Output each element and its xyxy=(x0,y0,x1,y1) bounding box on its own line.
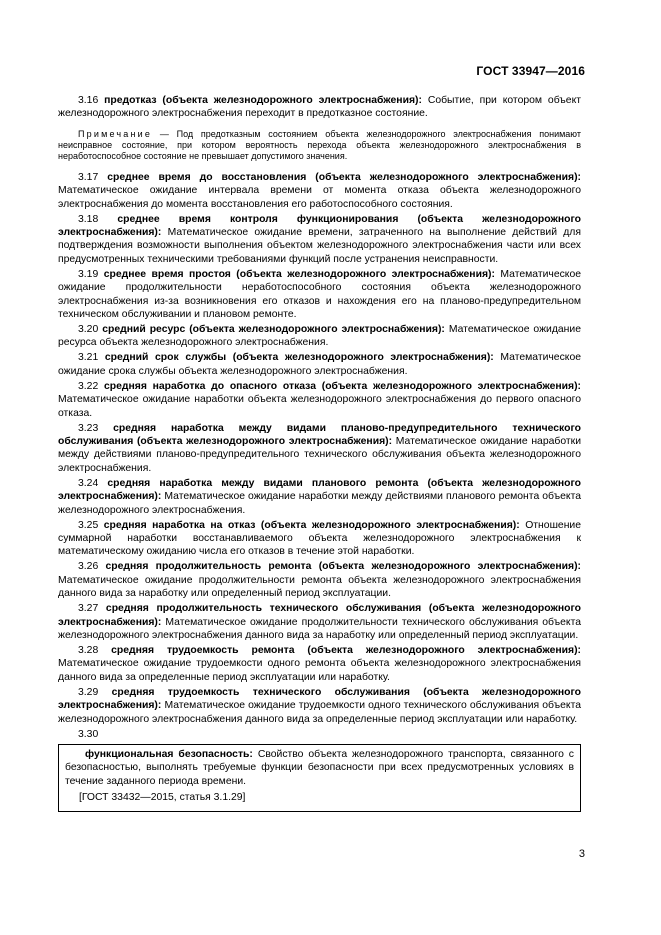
term-3-18 xyxy=(58,213,581,267)
term-number: 3.27 xyxy=(78,603,99,615)
term-title: среднее время до восстановления (объекта железнодорожного электроснабжения): xyxy=(107,171,581,183)
term-3-21 xyxy=(58,351,581,378)
term-definition: Событие, при котором объект железнодорожного электроснабжения переходит в предотказное состояние. xyxy=(58,95,581,120)
term-number: 3.28 xyxy=(78,645,99,657)
term-definition: Математическое ожидание интервала времени от момента отказа объекта железнодорожного электроснабжения до момента восстановления его работоспособного состояния. xyxy=(58,185,581,210)
term-title: средний ресурс (объекта железнодорожного электроснабжения): xyxy=(102,323,445,335)
term-title: функциональная безопасность: xyxy=(85,749,253,761)
term-title: предотказ (объекта железнодорожного электроснабжения): xyxy=(104,95,422,106)
term-number: 3.19 xyxy=(78,268,99,280)
term-title: средняя трудоемкость технического обслуживания (объекта железнодорожного электроснабжения): xyxy=(58,686,581,712)
term-definition: Отношение суммарной наработки восстанавливаемого объекта железнодорожного электроснабжения к математическому ожиданию числа его отказов в течение этой наработки. xyxy=(58,519,582,558)
term-number: 3.17 xyxy=(78,171,99,183)
term-3-27 xyxy=(58,602,581,642)
term-definition: Математическое ожидание наработки между действиями планово-предупредительного технического обслуживания объекта железнодорожного электроснабжения. xyxy=(58,435,582,474)
note-3-16 xyxy=(58,129,581,163)
term-number: 3.21 xyxy=(78,352,99,364)
term-definition: Свойство объекта железнодорожного транспорта, связанного с безопасностью, выполнять требуемые функции безопасности при всех предусмотренных условиях в течение заданного периода времени. xyxy=(65,749,574,787)
term-title: среднее время простоя (объекта железнодорожного электроснабжения): xyxy=(103,268,495,280)
term-number: 3.25 xyxy=(78,519,99,531)
term-definition: Математическое ожидание наработки объекта железнодорожного электроснабжения до первого опасного отказа. xyxy=(58,394,581,419)
term-definition: Математическое ожидание времени, затраченного на выполнение действий для подтверждения возможности выполнения объектом железнодорожного электроснабжения части или всех предусмотренных техническими требованиями функций после устранения неисправности. xyxy=(58,226,581,265)
term-3-16 xyxy=(58,94,581,121)
term-number: 3.24 xyxy=(78,477,99,489)
term-3-24 xyxy=(58,477,581,517)
term-3-17 xyxy=(58,171,581,211)
term-number: 3.23 xyxy=(78,422,99,434)
term-definition: Математическое ожидание срока службы объекта железнодорожного электроснабжения. xyxy=(58,352,581,377)
note-text: Под предотказным состоянием объекта железнодорожного электроснабжения понимают неисправное состояние, при котором вероятность перехода объекта железнодорожного электроснабжения в неработоспособное состояние не превышает допустимого значения. xyxy=(58,128,581,162)
term-3-19 xyxy=(58,268,581,322)
term-3-28 xyxy=(58,644,581,684)
term-3-25 xyxy=(58,519,581,559)
term-definition: Математическое ожидание продолжительности технического обслуживания объекта железнодорожного электроснабжения данного вида за наработку или определенный период эксплуатации. xyxy=(58,616,582,642)
document-header: ГОСТ 33947—2016 xyxy=(476,64,585,78)
term-3-20 xyxy=(58,323,581,350)
term-number: 3.18 xyxy=(78,213,99,225)
page-number: 3 xyxy=(578,848,585,860)
note-dash: — xyxy=(159,128,169,139)
note-label: Примечание xyxy=(78,128,153,139)
term-source-reference: [ГОСТ 33432—2015, статья 3.1.29] xyxy=(79,792,246,804)
term-3-30-box xyxy=(58,744,581,812)
term-3-29 xyxy=(58,686,581,726)
term-title: среднее время контроля функционирования (объекта железнодорожного электроснабжения): xyxy=(58,213,581,238)
term-title: средняя наработка между видами планового ремонта (объекта железнодорожного электроснабжения): xyxy=(58,477,581,503)
term-definition: Математическое ожидание трудоемкости одного ремонта объекта железнодорожного электроснабжения данного вида за определенные период эксплуатации или наработку. xyxy=(58,658,581,683)
term-title: средняя наработка на отказ (объекта железнодорожного электроснабжения): xyxy=(103,519,520,531)
term-3-30-number: 3.30 xyxy=(78,728,99,740)
term-number: 3.20 xyxy=(78,323,99,335)
term-title: средняя наработка до опасного отказа (объекта железнодорожного электроснабжения): xyxy=(103,380,581,392)
term-definition: Математическое ожидание продолжительности неработоспособного состояния объекта железнодорожного электроснабжения из-за возникновения его отказов и нахождения его на планово-предупредительном техническом обслуживании и плановом ремонте. xyxy=(58,268,582,320)
term-title: средняя продолжительность ремонта (объекта железнодорожного электроснабжения): xyxy=(105,561,581,573)
term-title: средняя наработка между видами планово-предупредительного технического обслуживания (объекта железнодорожного электроснабжения): xyxy=(58,422,581,447)
term-number: 3.16 xyxy=(78,95,99,106)
term-3-23 xyxy=(58,422,581,476)
term-number: 3.29 xyxy=(78,686,99,698)
document-body xyxy=(58,94,581,812)
term-number: 3.26 xyxy=(78,561,99,573)
term-title: средняя трудоемкость ремонта (объекта железнодорожного электроснабжения): xyxy=(111,645,581,657)
term-definition: Математическое ожидание наработки между действиями планового ремонта объекта железнодорожного электроснабжения. xyxy=(58,491,582,516)
term-definition: Математическое ожидание трудоемкости одного технического обслуживания объекта железнодорожного электроснабжения данного вида за определенные период эксплуатации или наработку. xyxy=(58,700,581,725)
term-3-30 xyxy=(65,748,574,788)
term-3-26 xyxy=(58,560,581,600)
term-title: средняя продолжительность технического обслуживания (объекта железнодорожного электроснабжения): xyxy=(58,603,581,628)
term-number: 3.22 xyxy=(78,380,99,392)
term-3-22 xyxy=(58,380,581,420)
term-title: средний срок службы (объекта железнодорожного электроснабжения): xyxy=(104,352,494,364)
term-definition: Математическое ожидание ресурса объекта железнодорожного электроснабжения. xyxy=(58,323,582,349)
term-definition: Математическое ожидание продолжительности ремонта объекта железнодорожного электроснабжения данного вида за наработку или определенный период эксплуатации. xyxy=(58,574,581,600)
